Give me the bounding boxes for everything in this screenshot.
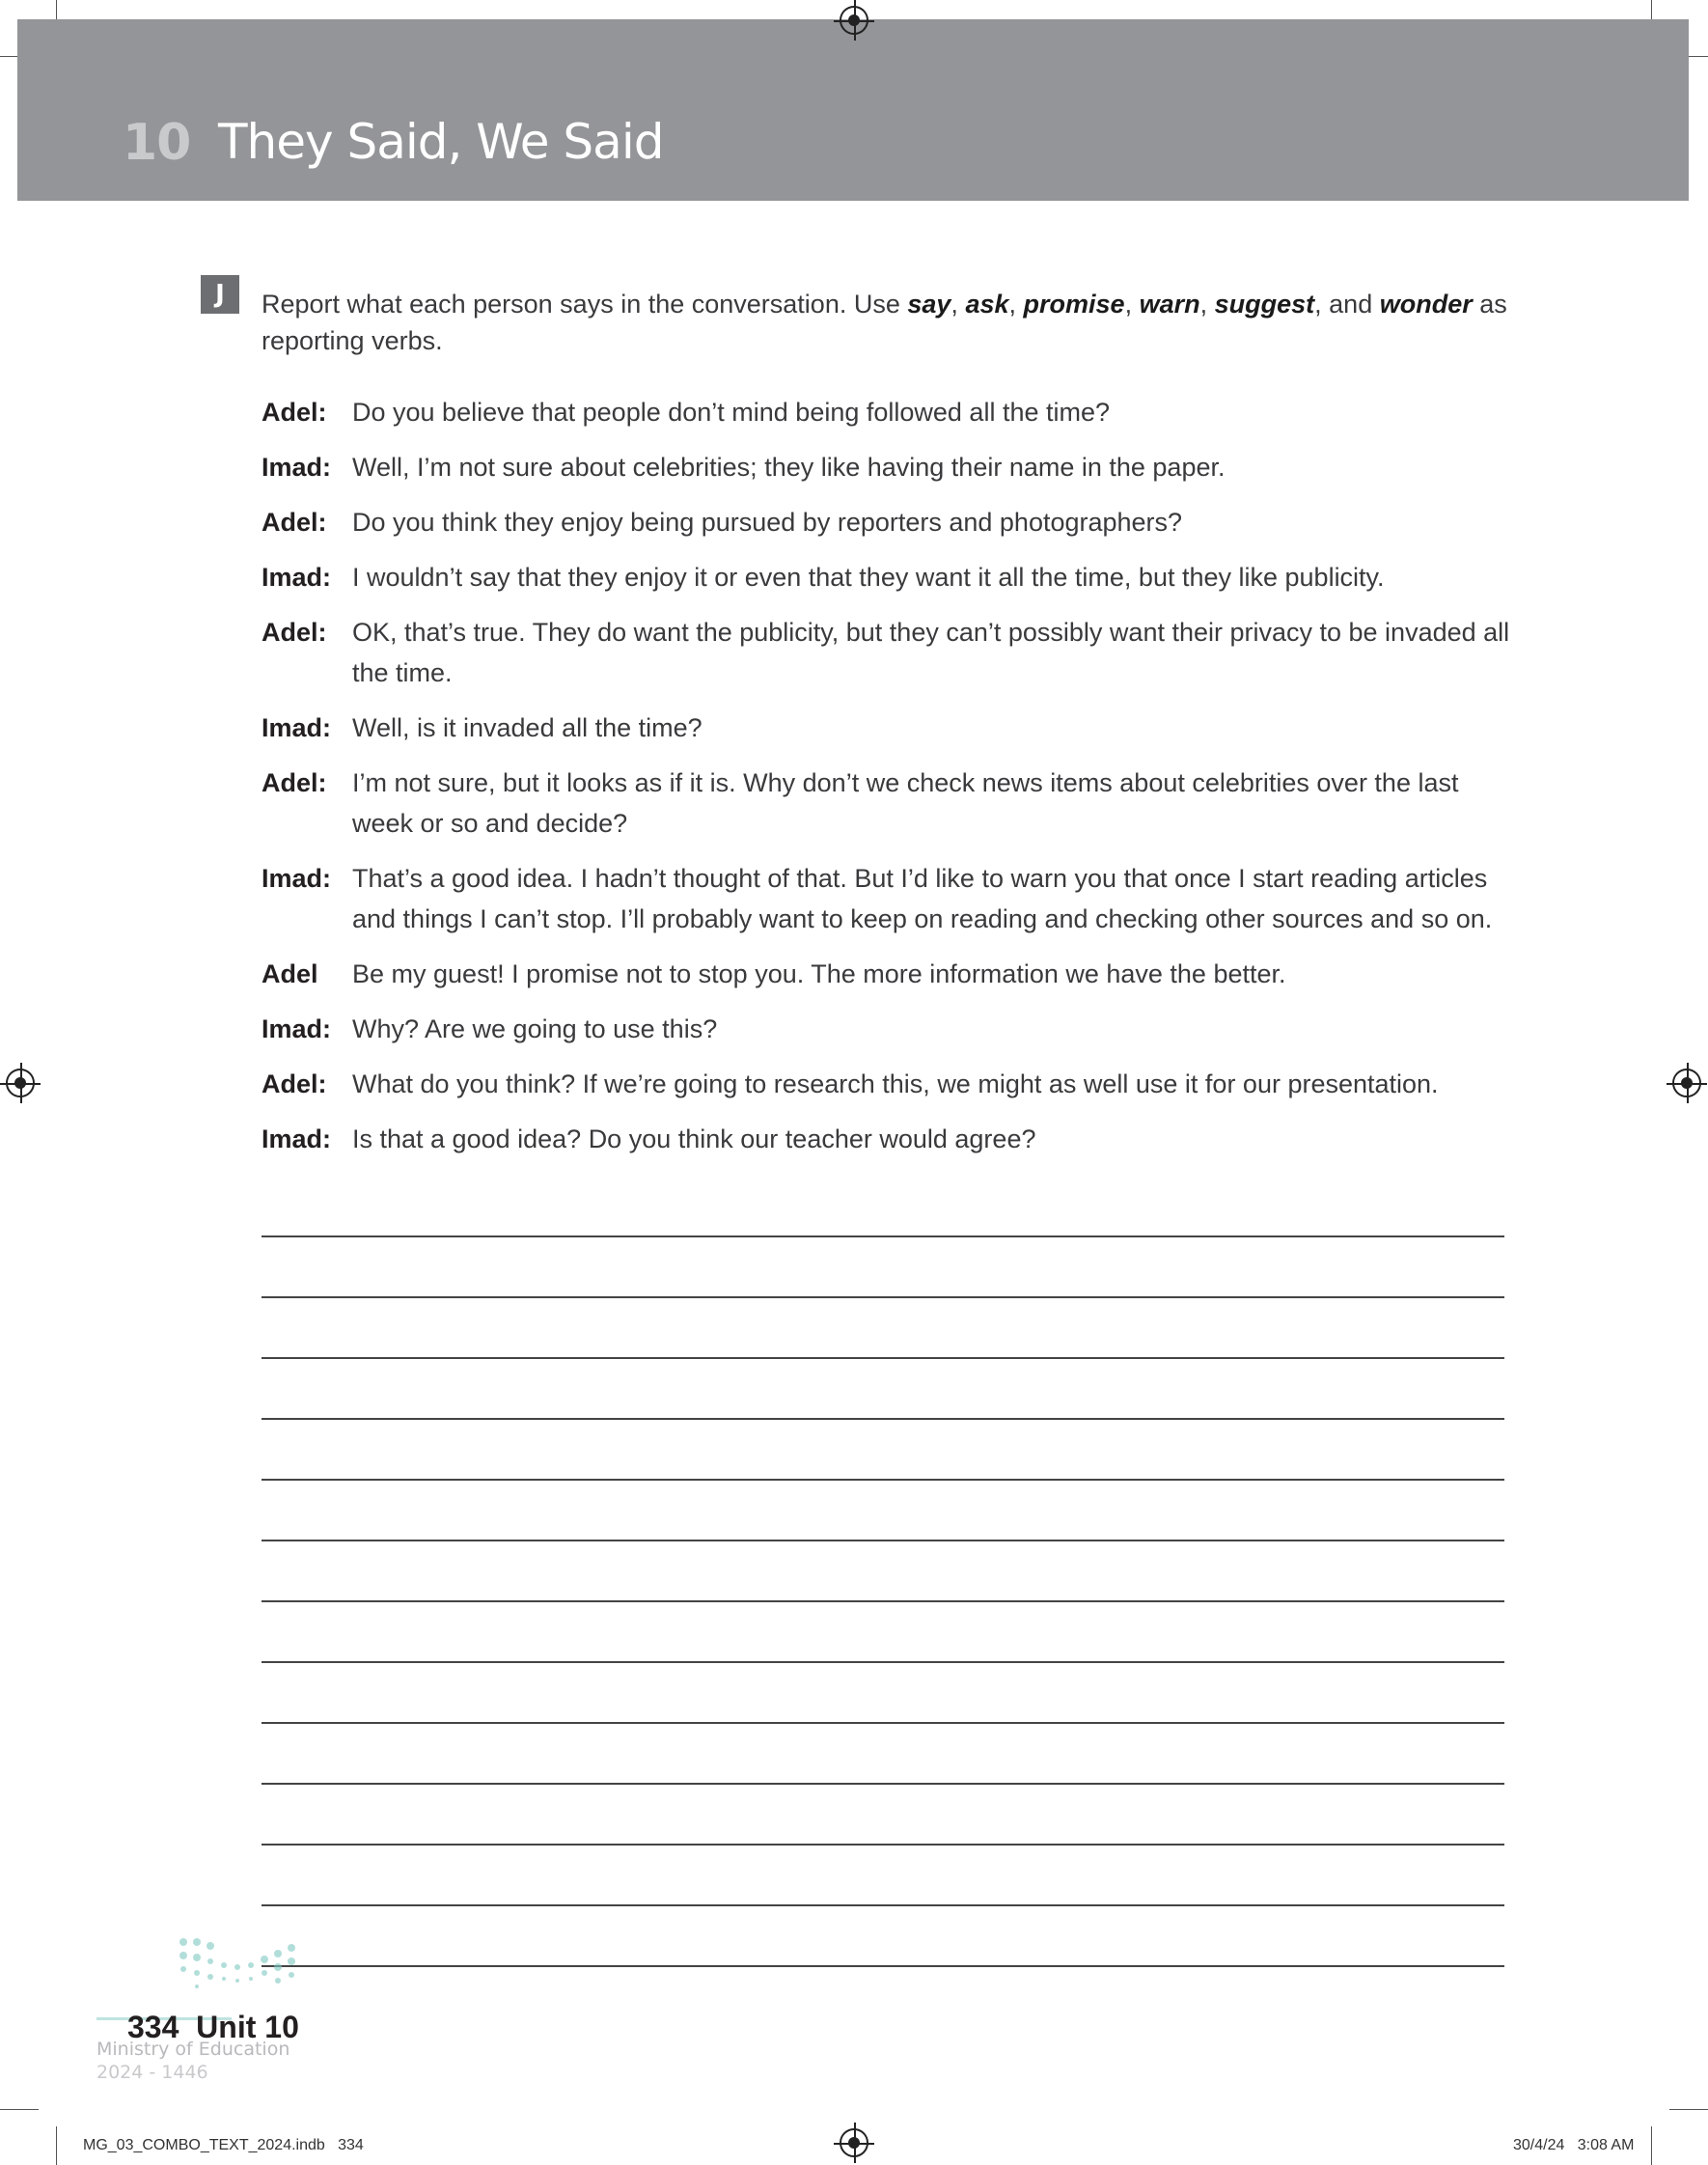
speaker-name: Adel: [262,618,327,647]
crop-mark [0,2109,39,2110]
speaker-name: Adel: [262,398,327,427]
logo-text-line1: Ministry of Education [96,2039,290,2060]
speech-text: I’m not sure, but it looks as if it is. Why don’t we check news items about celebrities over the last week or so and decide? [352,768,1459,838]
speaker-name: Imad: [262,1124,332,1153]
dialogue-line [262,392,1526,432]
dialogue-line [262,954,1526,994]
header-band [17,19,1689,201]
dialogue-line [262,708,1526,748]
exercise-instruction [262,286,1516,359]
dialogue-line [262,447,1526,487]
crop-mark [1669,2109,1708,2110]
speech-text: Well, I’m not sure about celebrities; they like having their name in the paper. [352,453,1226,482]
dialogue-line [262,557,1526,597]
answer-writing-line[interactable] [262,1359,1504,1420]
page-number: 334 [127,2010,179,2044]
registration-mark-icon [840,6,868,35]
speech-text: Is that a good idea? Do you think our teacher would agree? [352,1124,1036,1153]
answer-writing-line[interactable] [262,1420,1504,1481]
dialogue-line [262,612,1526,693]
speaker-name: Imad: [262,1014,332,1043]
instruction-text: , [1199,290,1215,319]
registration-mark-icon [6,1069,35,1097]
reporting-verb: wonder [1379,290,1473,319]
reporting-verb: warn [1139,290,1200,319]
unit-number: 10 [123,114,191,172]
file-info: MG_03_COMBO_TEXT_2024.indb 334 [83,2137,364,2153]
answer-writing-line[interactable] [262,1602,1504,1663]
speech-text: I wouldn’t say that they enjoy it or even that they want it all the time, but they like publicity. [352,563,1385,592]
dialogue-line [262,858,1526,939]
reporting-verb: say [907,290,951,319]
page-footer [127,2010,299,2045]
speaker-name: Adel [262,959,318,988]
speech-text: Do you think they enjoy being pursued by reporters and photographers? [352,508,1183,537]
instruction-text: as reporting verbs. [262,290,1507,355]
speaker-name: Adel: [262,508,327,537]
dialogue-line [262,1119,1526,1159]
answer-writing-line[interactable] [262,1846,1504,1906]
registration-mark-icon [840,2128,868,2157]
reporting-verb: promise [1023,290,1125,319]
instruction-text: , [1008,290,1024,319]
answer-writing-line[interactable] [262,1785,1504,1846]
speaker-name: Imad: [262,864,332,893]
speech-text: Be my guest! I promise not to stop you. The more information we have the better. [352,959,1286,988]
dialogue-line [262,1064,1526,1104]
speech-text: Why? Are we going to use this? [352,1014,718,1043]
speaker-name: Imad: [262,453,332,482]
crop-mark [1651,2126,1652,2165]
unit-title: They Said, We Said [218,114,664,170]
exercise-label: J [201,275,239,314]
instruction-text: Report what each person says in the conversation. Use [262,290,908,319]
dialogue [262,392,1526,1174]
answer-writing-line[interactable] [262,1481,1504,1541]
answer-lines [262,1177,1504,1967]
speech-text: Well, is it invaded all the time? [352,713,702,742]
instruction-text: , and [1314,290,1380,319]
answer-writing-line[interactable] [262,1541,1504,1602]
answer-writing-line[interactable] [262,1237,1504,1298]
answer-writing-line[interactable] [262,1906,1504,1967]
crop-mark [56,2126,57,2165]
dialogue-line [262,1009,1526,1049]
unit-label: Unit 10 [196,2010,299,2044]
registration-mark-icon [1672,1069,1701,1097]
speech-text: Do you believe that people don’t mind being followed all the time? [352,398,1111,427]
logo-text-line2: 2024 - 1446 [96,2062,208,2083]
speaker-name: Adel: [262,768,327,797]
dialogue-line [262,502,1526,542]
date-info: 30/4/24 3:08 AM [1513,2137,1635,2153]
reporting-verb: ask [965,290,1009,319]
instruction-text: , [1124,290,1140,319]
answer-writing-line[interactable] [262,1724,1504,1785]
answer-writing-line[interactable] [262,1298,1504,1359]
speaker-name: Adel: [262,1069,327,1098]
speech-text: That’s a good idea. I hadn’t thought of that. But I’d like to warn you that once I start reading articles and things I can’t stop. I’ll probably want to keep on reading and checking other sources and so on. [352,864,1493,933]
instruction-text: , [950,290,966,319]
reporting-verb: suggest [1214,290,1315,319]
dialogue-line [262,763,1526,844]
speech-text: OK, that’s true. They do want the publicity, but they can’t possibly want their privacy to be invaded all the time. [352,618,1510,687]
speaker-name: Imad: [262,713,332,742]
answer-writing-line[interactable] [262,1663,1504,1724]
speech-text: What do you think? If we’re going to research this, we might as well use it for our presentation. [352,1069,1439,1098]
speaker-name: Imad: [262,563,332,592]
answer-writing-line[interactable] [262,1177,1504,1237]
